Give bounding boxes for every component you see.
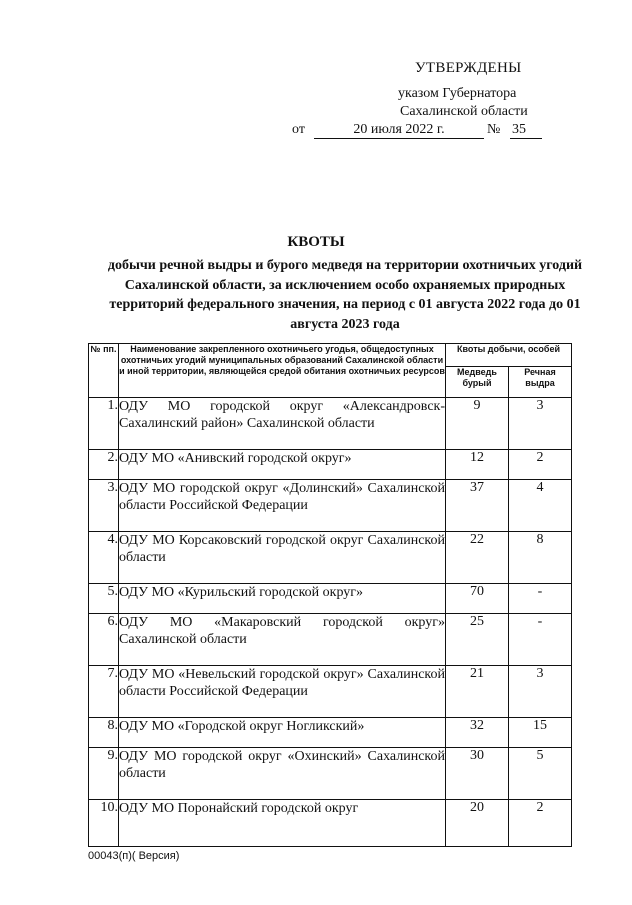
row-otter: 3 xyxy=(509,398,572,450)
table-row xyxy=(89,614,572,666)
row-otter: 15 xyxy=(509,718,572,748)
row-bear: 70 xyxy=(446,584,509,614)
header-otter: Речная выдра xyxy=(509,367,572,398)
quota-rows xyxy=(89,398,572,847)
row-bear: 20 xyxy=(446,800,509,847)
table-row xyxy=(89,398,572,450)
row-otter: 4 xyxy=(509,480,572,532)
header-name: Наименование закрепленного охотничьего угодья, общедоступных охотничьих угодий муниципальных образований Сахалинской области и иной территории, являющейся средой обитания охотничьих ресурсов xyxy=(119,344,446,398)
table-row xyxy=(89,584,572,614)
row-name: ОДУ МО городской округ «Долинский» Сахалинской области Российской Федерации xyxy=(119,480,446,532)
row-bear: 25 xyxy=(446,614,509,666)
row-otter: - xyxy=(509,614,572,666)
row-otter: - xyxy=(509,584,572,614)
row-number: 7. xyxy=(89,666,119,718)
number-prefix: № xyxy=(487,122,501,137)
row-name: ОДУ МО Корсаковский городской округ Сахалинской области xyxy=(119,532,446,584)
row-bear: 21 xyxy=(446,666,509,718)
row-name: ОДУ МО «Макаровский городской округ» Сахалинской области xyxy=(119,614,446,666)
decree-line-2: Сахалинской области xyxy=(400,104,528,119)
row-otter: 8 xyxy=(509,532,572,584)
row-name: ОДУ МО «Курильский городской округ» xyxy=(119,584,446,614)
row-number: 10. xyxy=(89,800,119,847)
row-number: 5. xyxy=(89,584,119,614)
row-number: 1. xyxy=(89,398,119,450)
row-bear: 12 xyxy=(446,450,509,480)
row-number: 2. xyxy=(89,450,119,480)
row-bear: 32 xyxy=(446,718,509,748)
row-bear: 9 xyxy=(446,398,509,450)
row-otter: 5 xyxy=(509,748,572,800)
date-line xyxy=(292,122,542,142)
table-row xyxy=(89,666,572,718)
approved-heading: УТВЕРЖДЕНЫ xyxy=(415,60,522,76)
row-bear: 30 xyxy=(446,748,509,800)
table-row xyxy=(89,480,572,532)
row-name: ОДУ МО «Анивский городской округ» xyxy=(119,450,446,480)
document-title: КВОТЫ xyxy=(287,234,345,250)
header-bear: Медведь бурый xyxy=(446,367,509,398)
table-row xyxy=(89,748,572,800)
quota-table xyxy=(88,343,572,847)
row-otter: 2 xyxy=(509,800,572,847)
row-number: 4. xyxy=(89,532,119,584)
row-name: ОДУ МО Поронайский городской округ xyxy=(119,800,446,847)
row-otter: 2 xyxy=(509,450,572,480)
header-number: № пп. xyxy=(89,344,119,398)
table-row xyxy=(89,800,572,847)
table-row xyxy=(89,450,572,480)
row-bear: 37 xyxy=(446,480,509,532)
row-number: 3. xyxy=(89,480,119,532)
row-number: 8. xyxy=(89,718,119,748)
document-subtitle: добычи речной выдры и бурого медведя на территории охотничьих угодий Сахалинской области, за исключением особо охраняемых природных территорий федерального значения, на период с 01 августа 2022 года до 01 августа 2023 года xyxy=(107,258,583,332)
decree-date: 20 июля 2022 г. xyxy=(314,122,484,139)
row-name: ОДУ МО «Городской округ Ногликский» xyxy=(119,718,446,748)
row-name: ОДУ МО городской округ «Охинский» Сахалинской области xyxy=(119,748,446,800)
row-number: 9. xyxy=(89,748,119,800)
decree-number: 35 xyxy=(510,122,542,139)
row-number: 6. xyxy=(89,614,119,666)
row-name: ОДУ МО городской округ «Александровск-Сахалинский район» Сахалинской области xyxy=(119,398,446,450)
header-quota: Квоты добычи, особей xyxy=(446,344,572,367)
footer-code: 00043(п)( Версия) xyxy=(88,850,180,862)
row-name: ОДУ МО «Невельский городской округ» Сахалинской области Российской Федерации xyxy=(119,666,446,718)
table-row xyxy=(89,718,572,748)
row-otter: 3 xyxy=(509,666,572,718)
row-bear: 22 xyxy=(446,532,509,584)
date-prefix: от xyxy=(292,122,305,137)
decree-line-1: указом Губернатора xyxy=(398,86,517,101)
table-row xyxy=(89,532,572,584)
